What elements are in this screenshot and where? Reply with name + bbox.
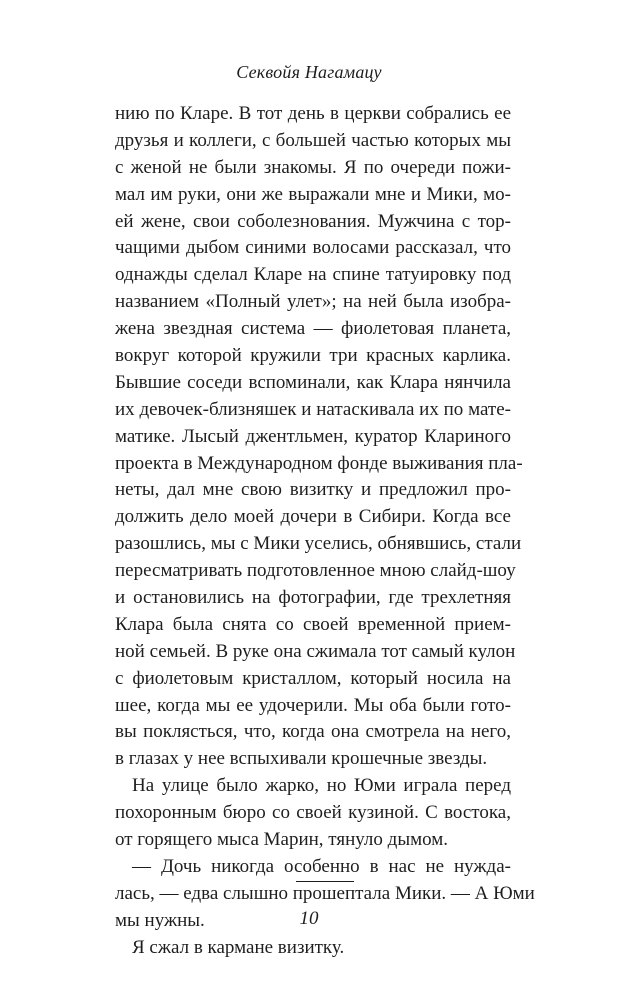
- text-line: шее, когда мы ее удочерили. Мы оба были гото-: [115, 694, 511, 716]
- text-line: их девочек-близняшек и натаскивала их по мате-: [115, 398, 511, 420]
- text-line: похоронным бюро со своей кузиной. С востока,: [115, 802, 511, 824]
- text-line: Бывшие соседи вспоминали, как Клара нянчила: [115, 371, 511, 393]
- text-line: ей жене, свои соболезнования. Мужчина с тор-: [115, 210, 511, 232]
- text-line: друзья и коллеги, с большей частью которых мы: [115, 129, 511, 151]
- paragraph: [115, 935, 511, 962]
- text-line: ной семьей. В руке она сжимала тот самый кулон: [115, 640, 516, 662]
- text-line: должить дело моей дочери в Сибири. Когда все: [115, 506, 511, 528]
- text-line: На улице было жарко, но Юми играла перед: [132, 775, 511, 797]
- text-line: жена звездная система — фиолетовая планета,: [115, 318, 511, 340]
- page-number: 10: [299, 908, 319, 929]
- text-line: однажды сделал Кларе на спине татуировку под: [115, 264, 511, 286]
- text-line: и остановились на фотографии, где трехлетняя: [115, 587, 511, 609]
- text-line: в глазах у нее вспыхивали крошечные звезды.: [115, 748, 488, 770]
- paragraph: [115, 773, 511, 854]
- text-line: с фиолетовым кристаллом, который носила на: [115, 667, 511, 689]
- text-line: неты, дал мне свою визитку и предложил про-: [115, 479, 511, 501]
- paragraph: [115, 101, 523, 773]
- text-line: мы нужны.: [115, 909, 205, 931]
- text-line: Я сжал в кармане визитку.: [132, 936, 345, 958]
- body-text: [115, 101, 535, 962]
- text-line: — Дочь никогда особенно в нас не нужда-: [132, 855, 511, 877]
- text-line: с женой не были знакомы. Я по очереди пожи-: [115, 156, 511, 178]
- text-line: матике. Лысый джентльмен, куратор Клариного: [115, 425, 511, 447]
- text-line: лась, — едва слышно прошептала Мики. — А Юми: [115, 882, 535, 904]
- text-line: вокруг которой кружили три красных карлика.: [115, 345, 511, 367]
- text-line: чащими дыбом синими волосами рассказал, что: [115, 237, 511, 259]
- text-line: проекта в Международном фонде выживания пла-: [115, 452, 523, 474]
- end-rule-divider: [296, 881, 354, 882]
- text-line: нию по Кларе. В тот день в церкви собрались ее: [115, 103, 511, 124]
- text-line: от горящего мыса Марин, тянуло дымом.: [115, 829, 449, 851]
- text-line: названием «Полный улет»; на ней была изобра-: [115, 291, 511, 313]
- text-line: Клара была снята со своей временной прием-: [115, 613, 511, 635]
- running-head: Секвойя Нагамацу: [236, 62, 382, 82]
- text-line: разошлись, мы с Мики уселись, обнявшись, стали: [115, 533, 522, 555]
- text-line: мал им руки, они же выражали мне и Мики, мо-: [115, 183, 511, 205]
- text-line: пересматривать подготовленное мною слайд-шоу: [115, 560, 516, 582]
- text-line: вы поклясться, что, когда она смотрела на него,: [115, 721, 511, 743]
